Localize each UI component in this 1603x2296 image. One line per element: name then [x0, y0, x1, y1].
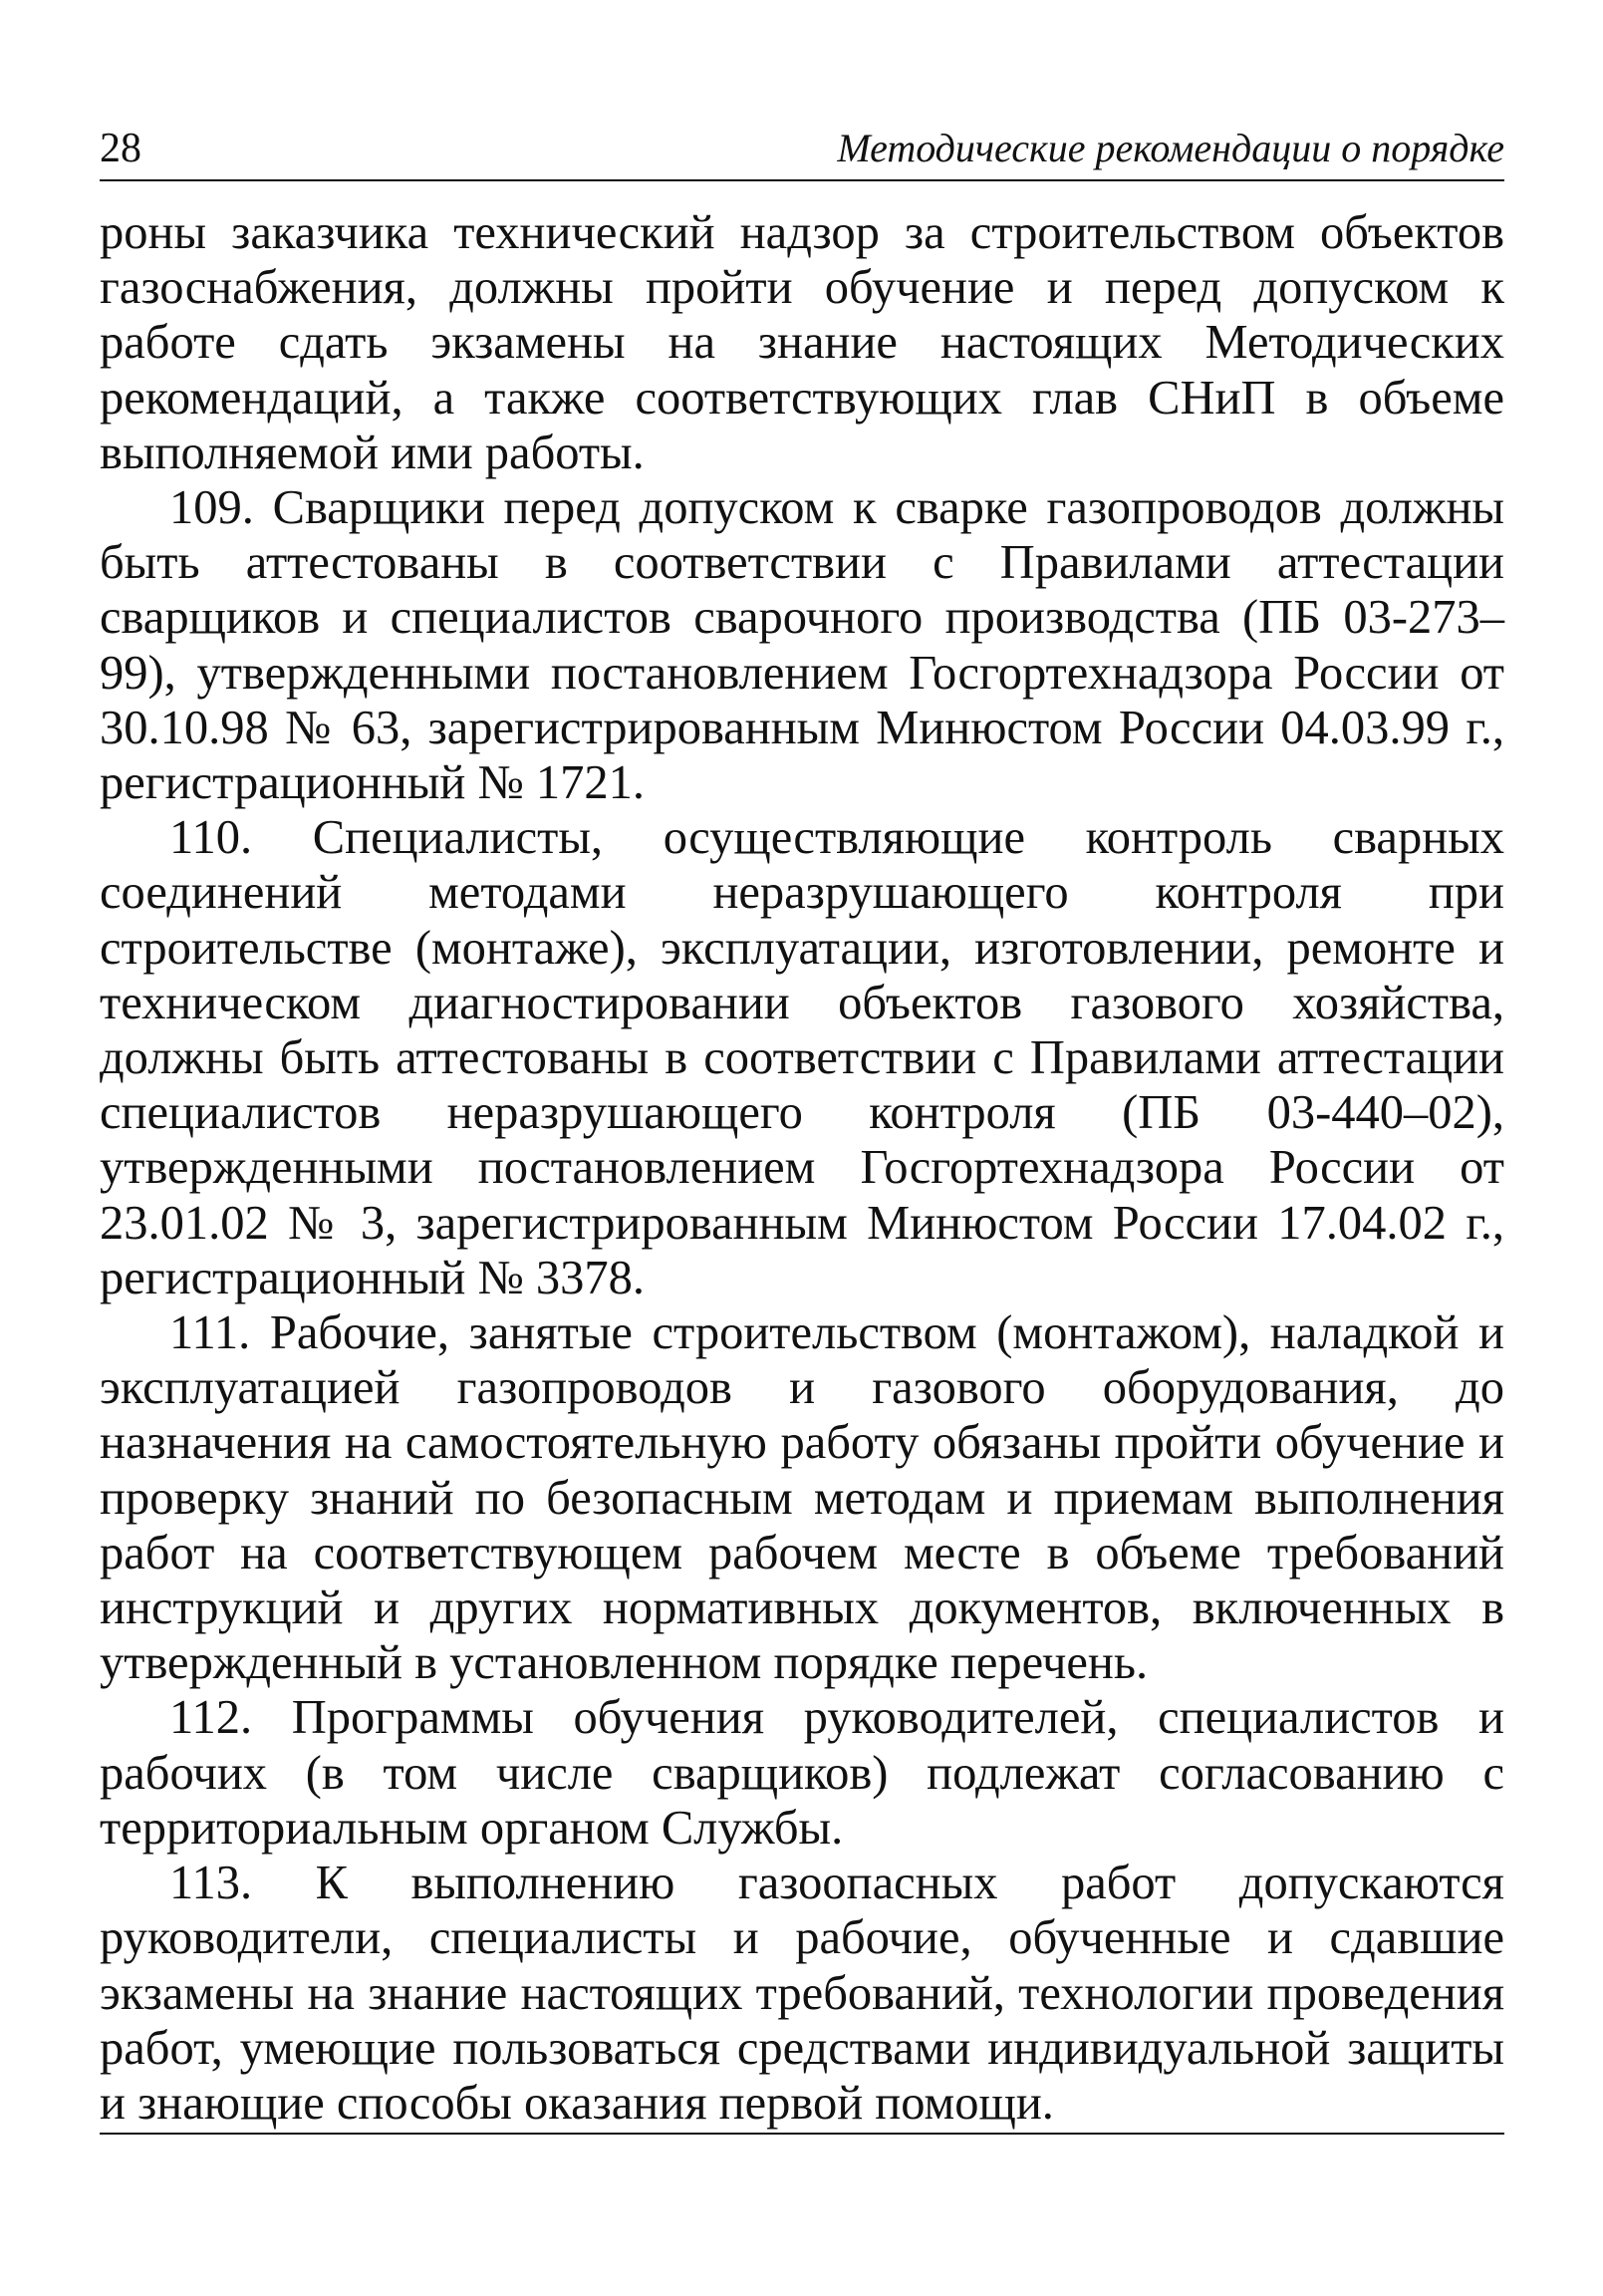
paragraph-110: 110. Специалисты, осуществляющие контроль сварных соединений методами неразрушающего контроля при строительстве (монтаже), эксплуатации, изготовлении, ремонте и техническом диагностировании объектов газового хозяйства, должны быть аттестованы в соответствии с Правилами аттестации специалистов неразрушающего контроля (ПБ 03-440–02), утвержденными постановлением Госгортехнадзора России от 23.01.02 № 3, зарегистрированным Минюстом России 17.04.02 г., регистрационный № 3378. [100, 811, 1504, 1304]
paragraph-continued: роны заказчика технический надзор за строительством объектов газоснабжения, должны пройти обучение и перед допуском к работе сдать экзамены на знание настоящих Методических рекомендаций, а также соответствующих глав СНиП в объеме выполняемой ими работы. [100, 206, 1504, 479]
running-head [100, 122, 1504, 183]
body-text [100, 205, 1504, 2131]
header-divider [100, 179, 1504, 181]
footer-divider [100, 2133, 1504, 2135]
paragraph-112: 112. Программы обучения руководителей, специалистов и рабочих (в том числе сварщиков) подлежат согласованию с территориальным органом Службы. [100, 1691, 1504, 1855]
paragraph-109: 109. Сварщики перед допуском к сварке газопроводов должны быть аттестованы в соответствии с Правилами аттестации сварщиков и специалистов сварочного производства (ПБ 03-273–99), утвержденными постановлением Госгортехнадзора России от 30.10.98 № 63, зарегистрированным Минюстом России 04.03.99 г., регистрационный № 1721. [100, 481, 1504, 810]
paragraph-113: 113. К выполнению газоопасных работ допускаются руководители, специалисты и рабочие, обученные и сдавшие экзамены на знание настоящих требований, технологии проведения работ, умеющие пользоваться средствами индивидуальной защиты и знающие способы оказания первой помощи. [100, 1857, 1504, 2130]
paragraph-111: 111. Рабочие, занятые строительством (монтажом), наладкой и эксплуатацией газопроводов и газового оборудования, до назначения на самостоятельную работу обязаны пройти обучение и проверку знаний по безопасным методам и приемам выполнения работ на соответствующем рабочем месте в объеме требований инструкций и других нормативных документов, включенных в утвержденный в установленном порядке перечень. [100, 1306, 1504, 1690]
page-number: 28 [100, 126, 141, 171]
running-title: Методические рекомендации о порядке [837, 126, 1504, 170]
